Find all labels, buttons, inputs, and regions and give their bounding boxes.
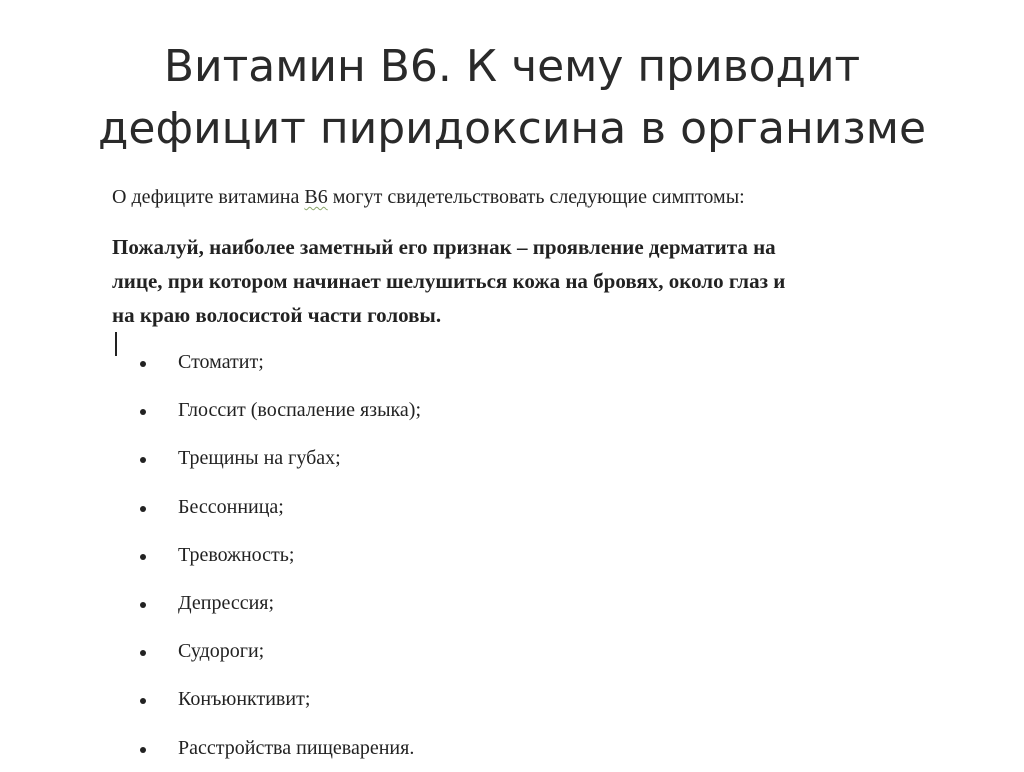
list-item	[140, 724, 421, 772]
slide-title-line-2: дефицит пиридоксина в организме	[97, 103, 927, 154]
bullet-icon	[140, 698, 146, 704]
symptom-label: Глоссит (воспаление языка);	[178, 399, 422, 422]
symptom-label: Бессонница;	[178, 495, 284, 518]
bullet-icon	[140, 602, 146, 608]
bullet-icon	[140, 554, 146, 560]
text-cursor	[115, 332, 117, 356]
list-item	[140, 579, 421, 627]
symptom-label: Судороги;	[178, 640, 265, 663]
list-item	[140, 627, 421, 675]
symptom-label: Трещины на губах;	[178, 447, 341, 470]
bullet-icon	[140, 650, 146, 656]
symptom-label: Конъюнктивит;	[178, 688, 311, 711]
symptom-label: Расстройства пищеварения.	[178, 736, 415, 759]
list-item	[140, 434, 421, 482]
bullet-icon	[140, 506, 146, 512]
symptom-label: Депрессия;	[178, 592, 275, 615]
list-item	[140, 531, 421, 579]
list-item	[140, 386, 421, 434]
bullet-icon	[140, 457, 146, 463]
list-item	[140, 338, 421, 386]
slide-title	[60, 36, 964, 160]
bold-paragraph-line-2: лице, при котором начинает шелушиться кожа на бровях, около глаз и	[112, 269, 786, 293]
intro-text-after: могут свидетельствовать следующие симптомы:	[327, 186, 745, 208]
intro-text	[112, 186, 745, 209]
bold-paragraph-line-1: Пожалуй, наиболее заметный его признак – проявление дерматита на	[112, 235, 776, 259]
bold-paragraph-line-3: на краю волосистой части головы.	[112, 303, 442, 327]
bullet-icon	[140, 361, 146, 367]
symptom-label: Стоматит;	[178, 351, 264, 374]
symptom-label: Тревожность;	[178, 543, 295, 566]
intro-text-spellchecked: В6	[304, 186, 328, 208]
intro-text-before: О дефиците витамина	[112, 186, 305, 208]
bullet-icon	[140, 409, 146, 415]
symptom-list	[140, 338, 421, 772]
bullet-icon	[140, 747, 146, 753]
list-item	[140, 675, 421, 723]
slide-title-line-1: Витамин В6. К чему приводит	[163, 41, 861, 92]
list-item	[140, 483, 421, 531]
